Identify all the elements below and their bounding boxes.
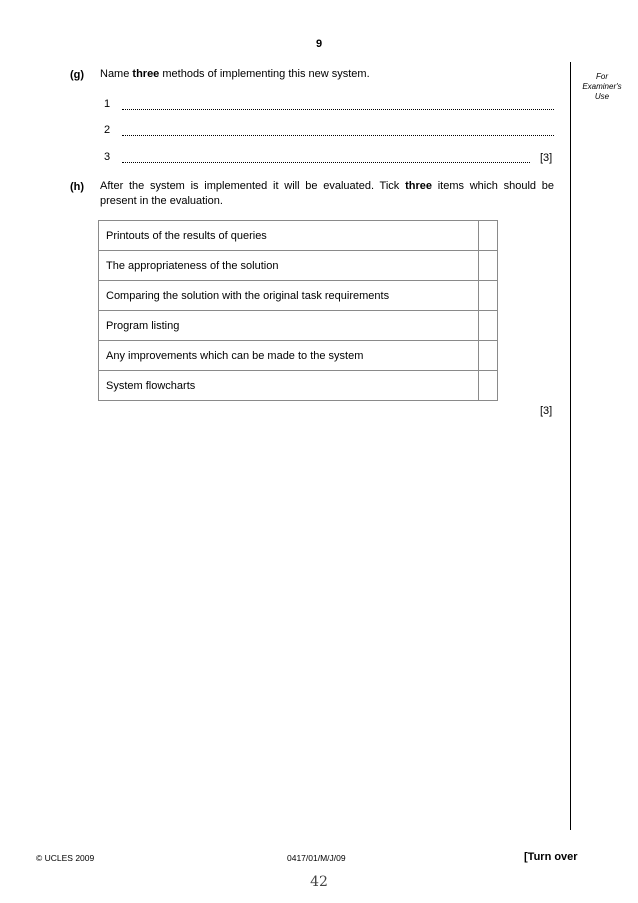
table-row: [99, 371, 498, 401]
tick-box[interactable]: [479, 281, 498, 311]
examiner-margin-rule: [570, 62, 571, 830]
evaluation-item-label: Printouts of the results of queries: [99, 221, 479, 251]
question-g-marks: [3]: [540, 152, 553, 164]
table-row: [99, 221, 498, 251]
tick-box[interactable]: [479, 341, 498, 371]
question-g-text-start: Name: [100, 68, 133, 80]
evaluation-item-label: Comparing the solution with the original task requirements: [99, 281, 479, 311]
evaluation-item-label: Program listing: [99, 311, 479, 341]
table-row: [99, 281, 498, 311]
footer-turn-over: [Turn over: [524, 851, 578, 863]
question-g-label: (g): [70, 69, 85, 81]
question-g-text: [100, 67, 550, 82]
table-row: [99, 251, 498, 281]
question-h-text-end: items which should be present in the evaluation.: [100, 180, 555, 207]
examiner-note-line-3: Use: [594, 92, 610, 101]
examiner-use-note: [570, 72, 634, 102]
evaluation-item-label: The appropriateness of the solution: [99, 251, 479, 281]
answer-line-2-number: 2: [104, 124, 111, 136]
footer-copyright: © UCLES 2009: [36, 853, 95, 863]
answer-line-3[interactable]: [122, 162, 530, 163]
answer-line-2[interactable]: [122, 135, 554, 136]
table-row: [99, 341, 498, 371]
table-row: [99, 311, 498, 341]
question-h-emphasis: three: [405, 180, 432, 192]
tick-box[interactable]: [479, 371, 498, 401]
question-g-emphasis: three: [132, 68, 160, 80]
examiner-note-line-2: Examiner's: [582, 82, 622, 91]
slide-number: 42: [310, 874, 328, 890]
evaluation-item-label: System flowcharts: [99, 371, 479, 401]
question-h-text-start: After the system is implemented it will be evaluated. Tick: [100, 180, 406, 192]
evaluation-item-label: Any improvements which can be made to the system: [99, 341, 479, 371]
evaluation-items-table: [98, 220, 498, 401]
question-h-label: (h): [70, 181, 85, 193]
question-h-text: [100, 179, 554, 209]
page-number: 9: [315, 38, 323, 50]
footer-paper-code: 0417/01/M/J/09: [287, 853, 346, 863]
question-h-marks: [3]: [540, 405, 553, 417]
tick-box[interactable]: [479, 221, 498, 251]
tick-box[interactable]: [479, 311, 498, 341]
answer-line-1[interactable]: [122, 109, 554, 110]
tick-box[interactable]: [479, 251, 498, 281]
examiner-note-line-1: For: [596, 72, 608, 81]
answer-line-1-number: 1: [104, 98, 111, 110]
answer-line-3-number: 3: [104, 151, 111, 163]
question-g-text-end: methods of implementing this new system.: [159, 68, 370, 80]
